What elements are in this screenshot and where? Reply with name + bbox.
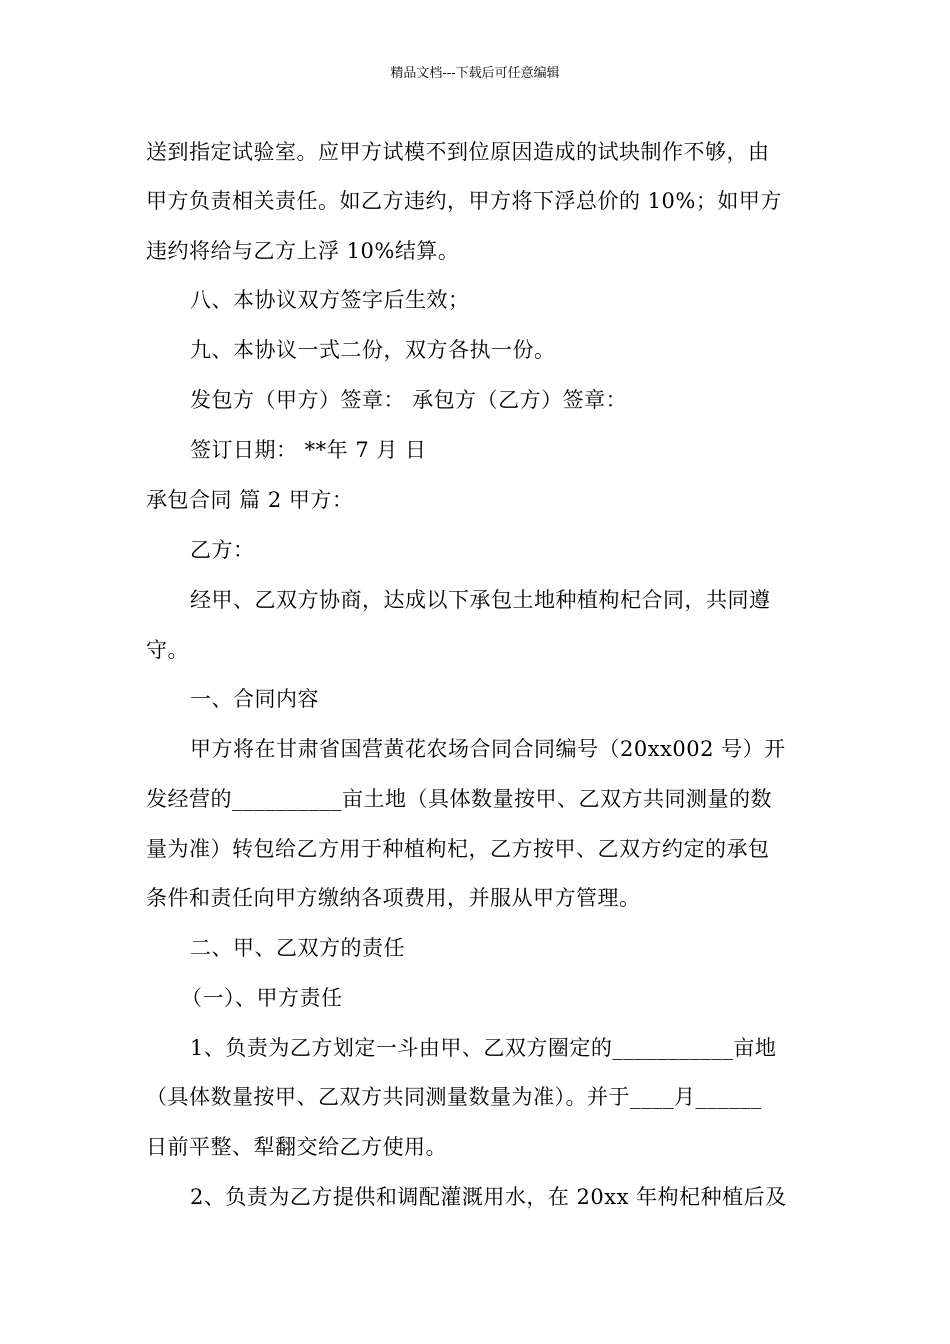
- body-line: 经甲、乙双方协商，达成以下承包土地种植枸杞合同，共同遵: [190, 588, 771, 612]
- body-line: 日前平整、犁翻交给乙方使用。: [146, 1135, 447, 1159]
- sign-date-line: 签订日期： **年 7 月 日: [190, 438, 427, 462]
- body-line: 2、负责为乙方提供和调配灌溉用水，在 20xx 年枸杞种植后及: [190, 1185, 787, 1209]
- signature-line: 发包方（甲方）签章： 承包方（乙方）签章：: [190, 388, 628, 412]
- body-line: （具体数量按甲、乙双方共同测量数量为准）。并于____月______: [146, 1085, 762, 1109]
- body-line: 送到指定试验室。应甲方试模不到位原因造成的试块制作不够，由: [146, 140, 770, 164]
- contract-heading: 承包合同 篇 2 甲方：: [146, 488, 354, 512]
- party-b-line: 乙方：: [190, 538, 255, 562]
- body-line: 甲方负责相关责任。如乙方违约，甲方将下浮总价的 10%；如甲方: [146, 189, 782, 213]
- clause-eight: 八、本协议双方签字后生效；: [190, 288, 470, 312]
- page-header: 精品文档---下载后可任意编辑: [390, 66, 560, 81]
- subsection-heading: （一）、甲方责任: [181, 986, 343, 1010]
- section-heading: 二、甲、乙双方的责任: [190, 936, 405, 960]
- body-line: 1、负责为乙方划定一斗由甲、乙双方圈定的___________亩地: [190, 1036, 777, 1060]
- clause-nine: 九、本协议一式二份，双方各执一份。: [190, 338, 556, 362]
- section-heading: 一、合同内容: [190, 687, 319, 711]
- body-line: 守。: [146, 638, 189, 662]
- body-line: 甲方将在甘肃省国营黄花农场合同合同编号（20xx002 号）开: [190, 737, 786, 761]
- body-line: 条件和责任向甲方缴纳各项费用，并服从甲方管理。: [146, 886, 641, 910]
- body-line: 违约将给与乙方上浮 10%结算。: [146, 239, 460, 263]
- body-line: 量为准）转包给乙方用于种植枸杞，乙方按甲、乙双方约定的承包: [146, 837, 770, 861]
- body-line: 发经营的__________亩土地（具体数量按甲、乙双方共同测量的数: [146, 787, 772, 811]
